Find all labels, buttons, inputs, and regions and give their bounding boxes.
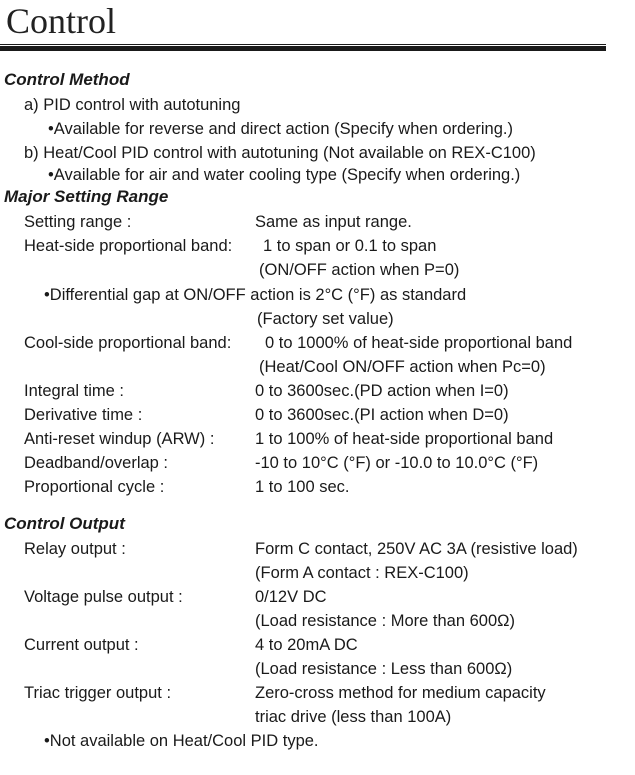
triac-value2: triac drive (less than 100A) <box>255 708 452 726</box>
integral-label: Integral time : <box>24 382 124 400</box>
title-rule-thick <box>0 46 606 51</box>
control-method-item-b: b) Heat/Cool PID control with autotuning (Not available on REX-C100) <box>24 144 536 162</box>
voltage-value: 0/12V DC <box>255 588 327 606</box>
heat-pb-value: 1 to span or 0.1 to span <box>263 237 437 255</box>
diff-gap-note: •Differential gap at ON/OFF action is 2°C (°F) as standard <box>44 286 467 304</box>
control-method-item-b-note: •Available for air and water cooling type (Specify when ordering.) <box>48 166 521 184</box>
cool-pb-label: Cool-side proportional band: <box>24 334 232 352</box>
heat-pb-value2: (ON/OFF action when P=0) <box>259 261 460 279</box>
integral-value: 0 to 3600sec.(PD action when I=0) <box>255 382 509 400</box>
arw-label: Anti-reset windup (ARW) : <box>24 430 215 448</box>
major-setting-range-heading: Major Setting Range <box>4 187 169 206</box>
prop-cycle-label: Proportional cycle : <box>24 478 165 496</box>
setting-range-label: Setting range : <box>24 213 132 231</box>
deadband-value: -10 to 10°C (°F) or -10.0 to 10.0°C (°F) <box>255 454 539 472</box>
derivative-value: 0 to 3600sec.(PI action when D=0) <box>255 406 509 424</box>
triac-value: Zero-cross method for medium capacity <box>255 684 546 702</box>
triac-label: Triac trigger output : <box>24 684 172 702</box>
voltage-value2: (Load resistance : More than 600Ω) <box>255 612 515 630</box>
current-value2: (Load resistance : Less than 600Ω) <box>255 660 513 678</box>
heat-pb-label: Heat-side proportional band: <box>24 237 233 255</box>
relay-value: Form C contact, 250V AC 3A (resistive load) <box>255 540 578 558</box>
control-output-footnote: •Not available on Heat/Cool PID type. <box>44 732 319 750</box>
title-rule-thin <box>0 44 606 45</box>
page-title: Control <box>6 1 117 41</box>
arw-value: 1 to 100% of heat-side proportional band <box>255 430 554 448</box>
prop-cycle-value: 1 to 100 sec. <box>255 478 350 496</box>
current-value: 4 to 20mA DC <box>255 636 358 654</box>
control-output-heading: Control Output <box>4 514 125 533</box>
control-method-item-a-note: •Available for reverse and direct action (Specify when ordering.) <box>48 120 513 138</box>
cool-pb-value2: (Heat/Cool ON/OFF action when Pc=0) <box>259 358 546 376</box>
setting-range-value: Same as input range. <box>255 213 412 231</box>
current-label: Current output : <box>24 636 139 654</box>
relay-value2: (Form A contact : REX-C100) <box>255 564 469 582</box>
diff-gap-note2: (Factory set value) <box>257 310 394 328</box>
relay-label: Relay output : <box>24 540 126 558</box>
deadband-label: Deadband/overlap : <box>24 454 169 472</box>
voltage-label: Voltage pulse output : <box>24 588 183 606</box>
control-method-item-a: a) PID control with autotuning <box>24 96 241 114</box>
derivative-label: Derivative time : <box>24 406 143 424</box>
cool-pb-value: 0 to 1000% of heat-side proportional band <box>265 334 573 352</box>
control-method-heading: Control Method <box>4 70 130 89</box>
